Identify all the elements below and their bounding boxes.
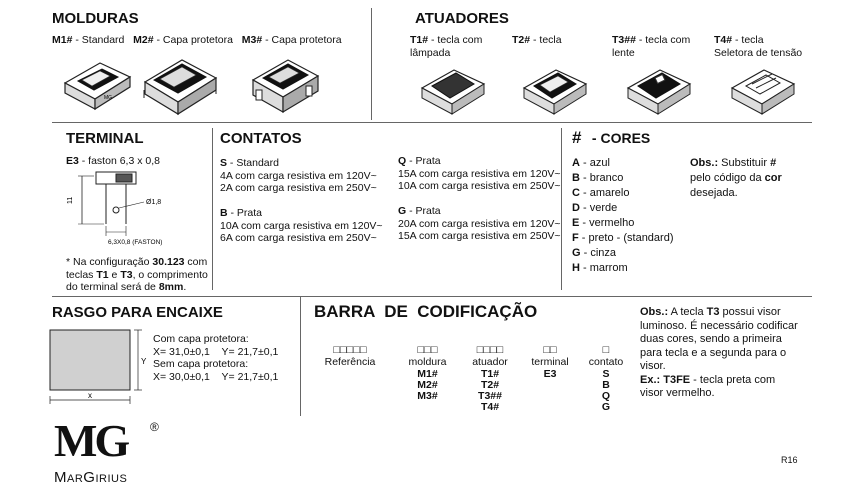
barra-obs-rest: possui visor luminoso. É necessário codificar duas cores, sendo a primeira para tecla e a segunda para o visor.: [640, 306, 798, 372]
terminal-note-code: 30.123: [152, 256, 185, 268]
atuadores-title: ATUADORES: [415, 10, 509, 27]
cor-item: [572, 186, 674, 201]
cor-item: [572, 231, 674, 246]
cores-title: [572, 128, 650, 148]
atuador-t4-image: [728, 62, 800, 118]
barra-code: M2#: [417, 378, 438, 391]
barra-code: T2#: [480, 378, 500, 391]
contato-code: Q: [398, 155, 407, 167]
cor-name: - verde: [579, 202, 618, 214]
atuador-line2-4: Seletora de tensão: [714, 46, 803, 59]
atuador-code-1: T1#: [410, 34, 429, 46]
contato-line: 10A com carga resistiva em 120V~: [220, 219, 383, 232]
contato-name: - Prata: [406, 155, 441, 167]
divider: [52, 296, 812, 297]
barra-obs-t3: T3: [706, 306, 720, 318]
contato-group-q: [398, 155, 561, 193]
cores-list: [572, 156, 674, 276]
barra-code: Q: [601, 389, 611, 402]
cor-code: C: [572, 187, 580, 199]
contato-line: 10A com carga resistiva em 250V~: [398, 180, 561, 192]
contato-line: 2A com carga resistiva em 250V~: [220, 182, 377, 194]
barra-obs-text: A tecla: [668, 306, 707, 318]
contato-group-g: [398, 205, 561, 243]
brand-reg: ®: [150, 420, 159, 434]
barra-ex-label: Ex.: T3FE: [640, 373, 691, 386]
divider: [561, 128, 562, 290]
contato-code: G: [398, 205, 407, 217]
terminal-drawing: [64, 168, 214, 252]
moldura-code-1: M1#: [52, 34, 73, 46]
cor-name: - amarelo: [579, 187, 630, 199]
atuador-t2-label: [512, 34, 592, 47]
barra-col-referencia: [315, 344, 385, 369]
rasgo-sem-x: X= 30,0±0,1: [153, 370, 210, 383]
contato-line: 20A com carga resistiva em 120V~: [398, 217, 561, 230]
terminal-desc-text: - faston 6,3 x 0,8: [78, 155, 160, 167]
barra-code: M3#: [417, 389, 438, 402]
rasgo-com-y: Y= 21,7±0,1: [221, 345, 279, 358]
revision: R16: [781, 455, 798, 465]
rasgo-sem-y: Y= 21,7±0,1: [221, 370, 279, 383]
barra-code: T3##: [478, 389, 502, 402]
barra-boxes: □: [602, 344, 610, 356]
moldura-code-3: M3#: [241, 34, 263, 46]
atuador-line2-3: lente: [612, 46, 635, 59]
atuador-line1-1: - tecla com: [428, 34, 483, 46]
moldura-label-3: - Capa protetora: [262, 34, 342, 46]
cor-item: [572, 261, 674, 276]
terminal-note-mid2: e: [108, 268, 121, 281]
contato-code: S: [220, 157, 228, 169]
atuador-t1-label: [410, 34, 510, 59]
barra-col-label: Referência: [324, 356, 376, 368]
contato-line: 4A com carga resistiva em 120V~: [220, 169, 377, 182]
divider: [371, 8, 372, 120]
cor-name: - vermelho: [579, 217, 635, 229]
brand-logo: MG: [54, 415, 128, 466]
contato-line: 15A com carga resistiva em 250V~: [398, 230, 561, 242]
cor-code: G: [572, 247, 581, 259]
rasgo-com-label: Com capa protetora:: [153, 333, 249, 345]
cores-hash: #: [572, 128, 582, 147]
atuador-code-3: T3##: [612, 34, 636, 46]
atuador-line1-4: - tecla: [732, 34, 764, 46]
atuador-t2-image: [520, 62, 592, 118]
terminal-desc: [66, 155, 160, 168]
barra-col-contato: [582, 344, 630, 413]
cor-item: [572, 216, 674, 231]
contato-name: - Prata: [227, 207, 263, 219]
cores-obs-text1: Substituir: [718, 157, 771, 169]
barra-title: BARRA DE CODIFICAÇÃO: [314, 302, 538, 321]
terminal-title: TERMINAL: [66, 130, 144, 147]
divider: [52, 122, 812, 123]
barra-code: T1#: [480, 367, 500, 380]
terminal-dim-height: 11: [67, 196, 74, 204]
terminal-note-t1: T1: [96, 268, 109, 281]
terminal-note-mid1: com teclas: [66, 256, 208, 281]
moldura-code-2: M2#: [133, 34, 154, 46]
terminal-dim-faston: 6,3X0,8 (FASTON): [108, 239, 163, 246]
atuador-t3-image: [624, 62, 696, 118]
atuador-line2-1: lâmpada: [410, 46, 451, 59]
divider: [300, 296, 301, 416]
barra-code: G: [601, 400, 611, 413]
cor-item: [572, 156, 674, 171]
contato-name: - Standard: [227, 157, 279, 169]
contato-code: B: [220, 207, 228, 219]
atuador-t4-label: [714, 34, 824, 59]
cor-code: E: [572, 217, 580, 229]
rasgo-drawing: [46, 326, 156, 408]
cor-name: - cinza: [580, 247, 617, 259]
barra-code: E3: [543, 367, 557, 380]
cor-code: A: [572, 157, 580, 169]
terminal-note-len: 8mm: [158, 281, 184, 293]
barra-code: T4#: [480, 400, 500, 413]
atuador-t3-label: [612, 34, 712, 59]
cores-title-text: - CORES: [591, 130, 651, 146]
atuador-t1-image: [418, 62, 490, 118]
contato-group-s: [220, 157, 377, 195]
terminal-code: E3: [66, 155, 79, 167]
terminal-note-end: .: [183, 281, 187, 293]
barra-col-moldura: [400, 344, 455, 402]
contato-name: - Prata: [406, 205, 441, 217]
cor-code: F: [572, 232, 579, 244]
atuador-code-4: T4#: [714, 34, 733, 46]
atuador-line1-2: - tecla: [530, 34, 562, 46]
barra-code: S: [602, 367, 610, 380]
brand-name: MarGirius: [54, 469, 128, 486]
barra-col-label: atuador: [472, 356, 508, 368]
molduras-title: MOLDURAS: [52, 10, 139, 27]
cor-item: [572, 201, 674, 216]
cores-obs-cor: cor: [764, 172, 782, 184]
rasgo-com-x: X= 31,0±0,1: [153, 345, 210, 358]
rasgo-specs: [153, 333, 278, 383]
moldura-label-1: - Standard: [72, 34, 125, 46]
barra-col-label: terminal: [531, 356, 569, 368]
barra-code: M1#: [417, 367, 438, 380]
terminal-note-t3: T3: [120, 268, 133, 281]
barra-boxes: □□□: [417, 344, 438, 356]
barra-obs-label: Obs.:: [640, 306, 669, 318]
barra-boxes: □□□□: [476, 344, 504, 356]
cor-item: [572, 246, 674, 261]
molduras-legend: [52, 34, 342, 47]
barra-code: B: [602, 378, 610, 391]
cor-name: - branco: [579, 172, 624, 184]
cor-code: D: [572, 202, 580, 214]
cores-obs: [690, 156, 810, 201]
cor-name: - azul: [579, 157, 610, 169]
terminal-dim-diameter: Ø1,8: [146, 199, 162, 206]
contato-line: 6A com carga resistiva em 250V~: [220, 232, 377, 244]
cor-code: B: [572, 172, 580, 184]
cor-name: - preto - (standard): [578, 232, 674, 244]
cores-obs-text3: desejada.: [690, 187, 738, 199]
contato-line: 15A com carga resistiva em 120V~: [398, 167, 561, 180]
barra-boxes: □□: [543, 344, 557, 356]
rasgo-sem-label: Sem capa protetora:: [153, 358, 249, 370]
cores-obs-text2: pelo código da: [690, 172, 765, 184]
moldura-m1-image: [60, 55, 135, 115]
atuador-code-2: T2#: [512, 34, 531, 46]
rasgo-dim-y: Y: [141, 357, 147, 366]
cores-obs-label: Obs.:: [690, 157, 719, 169]
contatos-title: CONTATOS: [220, 130, 302, 147]
barra-col-label: contato: [588, 356, 624, 368]
terminal-note-prefix: * Na configuração: [66, 256, 153, 268]
terminal-note: [66, 256, 212, 294]
cor-item: [572, 171, 674, 186]
barra-ex-text: - tecla preta com visor vermelho.: [640, 373, 776, 399]
cor-code: H: [572, 262, 580, 274]
contato-group-b: [220, 207, 383, 245]
barra-col-atuador: [460, 344, 520, 413]
barra-col-label: moldura: [408, 356, 447, 368]
terminal-note-mid3: , o comprimento do terminal será de: [66, 268, 208, 293]
moldura-m2-image: [140, 50, 220, 120]
rasgo-title: RASGO PARA ENCAIXE: [52, 304, 223, 321]
cor-name: - marrom: [579, 262, 628, 274]
divider: [212, 128, 213, 290]
moldura-label-2: - Capa protetora: [153, 34, 233, 46]
barra-obs: [640, 306, 800, 401]
atuador-line1-3: - tecla com: [635, 34, 691, 46]
rasgo-dim-x: x: [88, 391, 92, 400]
moldura-m3-image: [248, 50, 323, 120]
cores-obs-hash: #: [770, 157, 777, 169]
barra-col-terminal: [525, 344, 575, 380]
svg-text:MG: MG: [104, 95, 113, 101]
barra-boxes: □□□□□: [333, 344, 367, 356]
